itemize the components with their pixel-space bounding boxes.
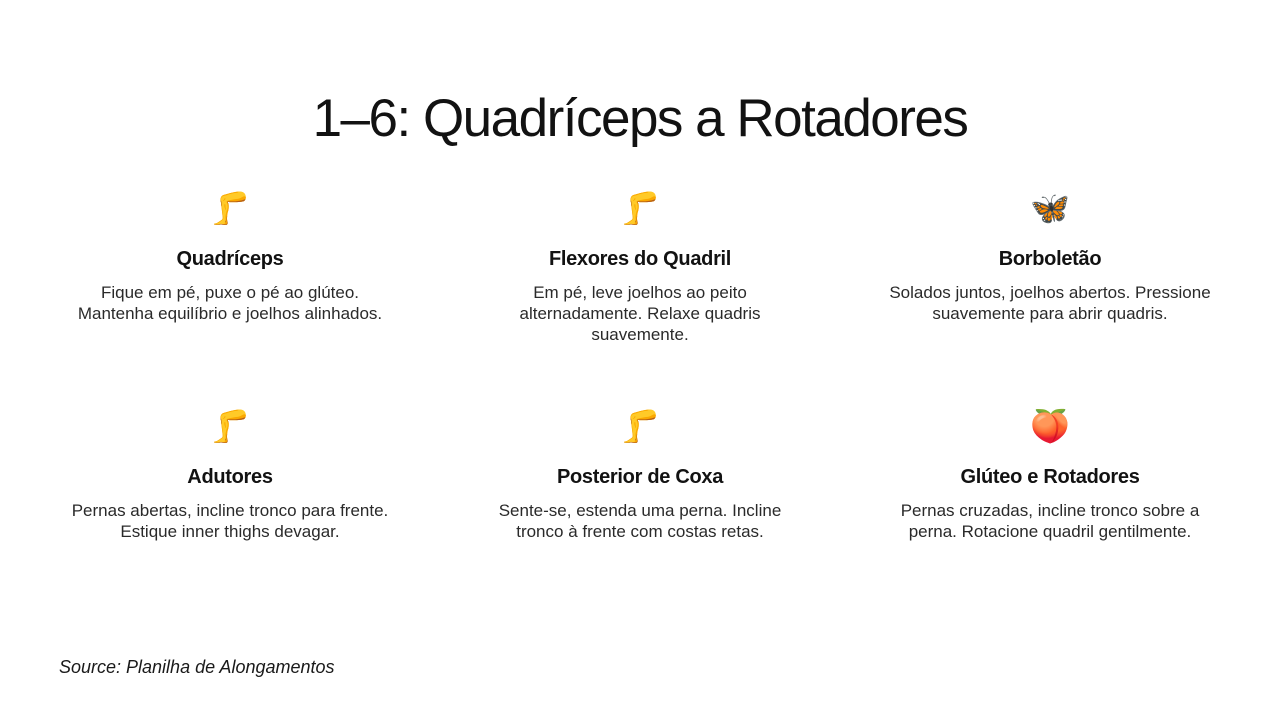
card-adutores bbox=[25, 406, 435, 542]
leg-icon: 🦵 bbox=[620, 190, 660, 226]
card-posterior-de-coxa bbox=[435, 406, 845, 542]
card-description: Sente-se, estenda uma perna. Incline tronco à frente com costas retas. bbox=[498, 501, 782, 541]
card-title: Adutores bbox=[187, 466, 273, 488]
leg-icon: 🦵 bbox=[210, 190, 250, 226]
peach-icon: 🍑 bbox=[1030, 408, 1070, 444]
card-title: Borboletão bbox=[998, 248, 1102, 270]
page-title: 1–6: Quadríceps a Rotadores bbox=[312, 88, 968, 148]
card-title: Glúteo e Rotadores bbox=[960, 466, 1140, 488]
exercise-card-grid bbox=[25, 188, 1255, 542]
card-description: Pernas abertas, incline tronco para frente. Estique inner thighs devagar. bbox=[71, 501, 389, 541]
card-title: Flexores do Quadril bbox=[548, 248, 732, 270]
leg-icon: 🦵 bbox=[620, 408, 660, 444]
card-gluteo-e-rotadores bbox=[845, 406, 1255, 542]
card-description: Fique em pé, puxe o pé ao glúteo. Mantenha equilíbrio e joelhos alinhados. bbox=[77, 283, 383, 323]
card-description: Pernas cruzadas, incline tronco sobre a perna. Rotacione quadril gentilmente. bbox=[900, 501, 1200, 541]
card-description: Em pé, leve joelhos ao peito alternadamente. Relaxe quadris suavemente. bbox=[519, 283, 761, 344]
leg-icon: 🦵 bbox=[210, 408, 250, 444]
card-flexores-do-quadril bbox=[435, 188, 845, 406]
butterfly-icon: 🦋 bbox=[1030, 190, 1070, 226]
source-attribution: Source: Planilha de Alongamentos bbox=[59, 657, 335, 677]
card-description: Solados juntos, joelhos abertos. Pressione suavemente para abrir quadris. bbox=[889, 283, 1211, 323]
card-quadriceps bbox=[25, 188, 435, 406]
card-title: Quadríceps bbox=[176, 248, 284, 270]
card-title: Posterior de Coxa bbox=[556, 466, 724, 488]
card-borboletao bbox=[845, 188, 1255, 406]
